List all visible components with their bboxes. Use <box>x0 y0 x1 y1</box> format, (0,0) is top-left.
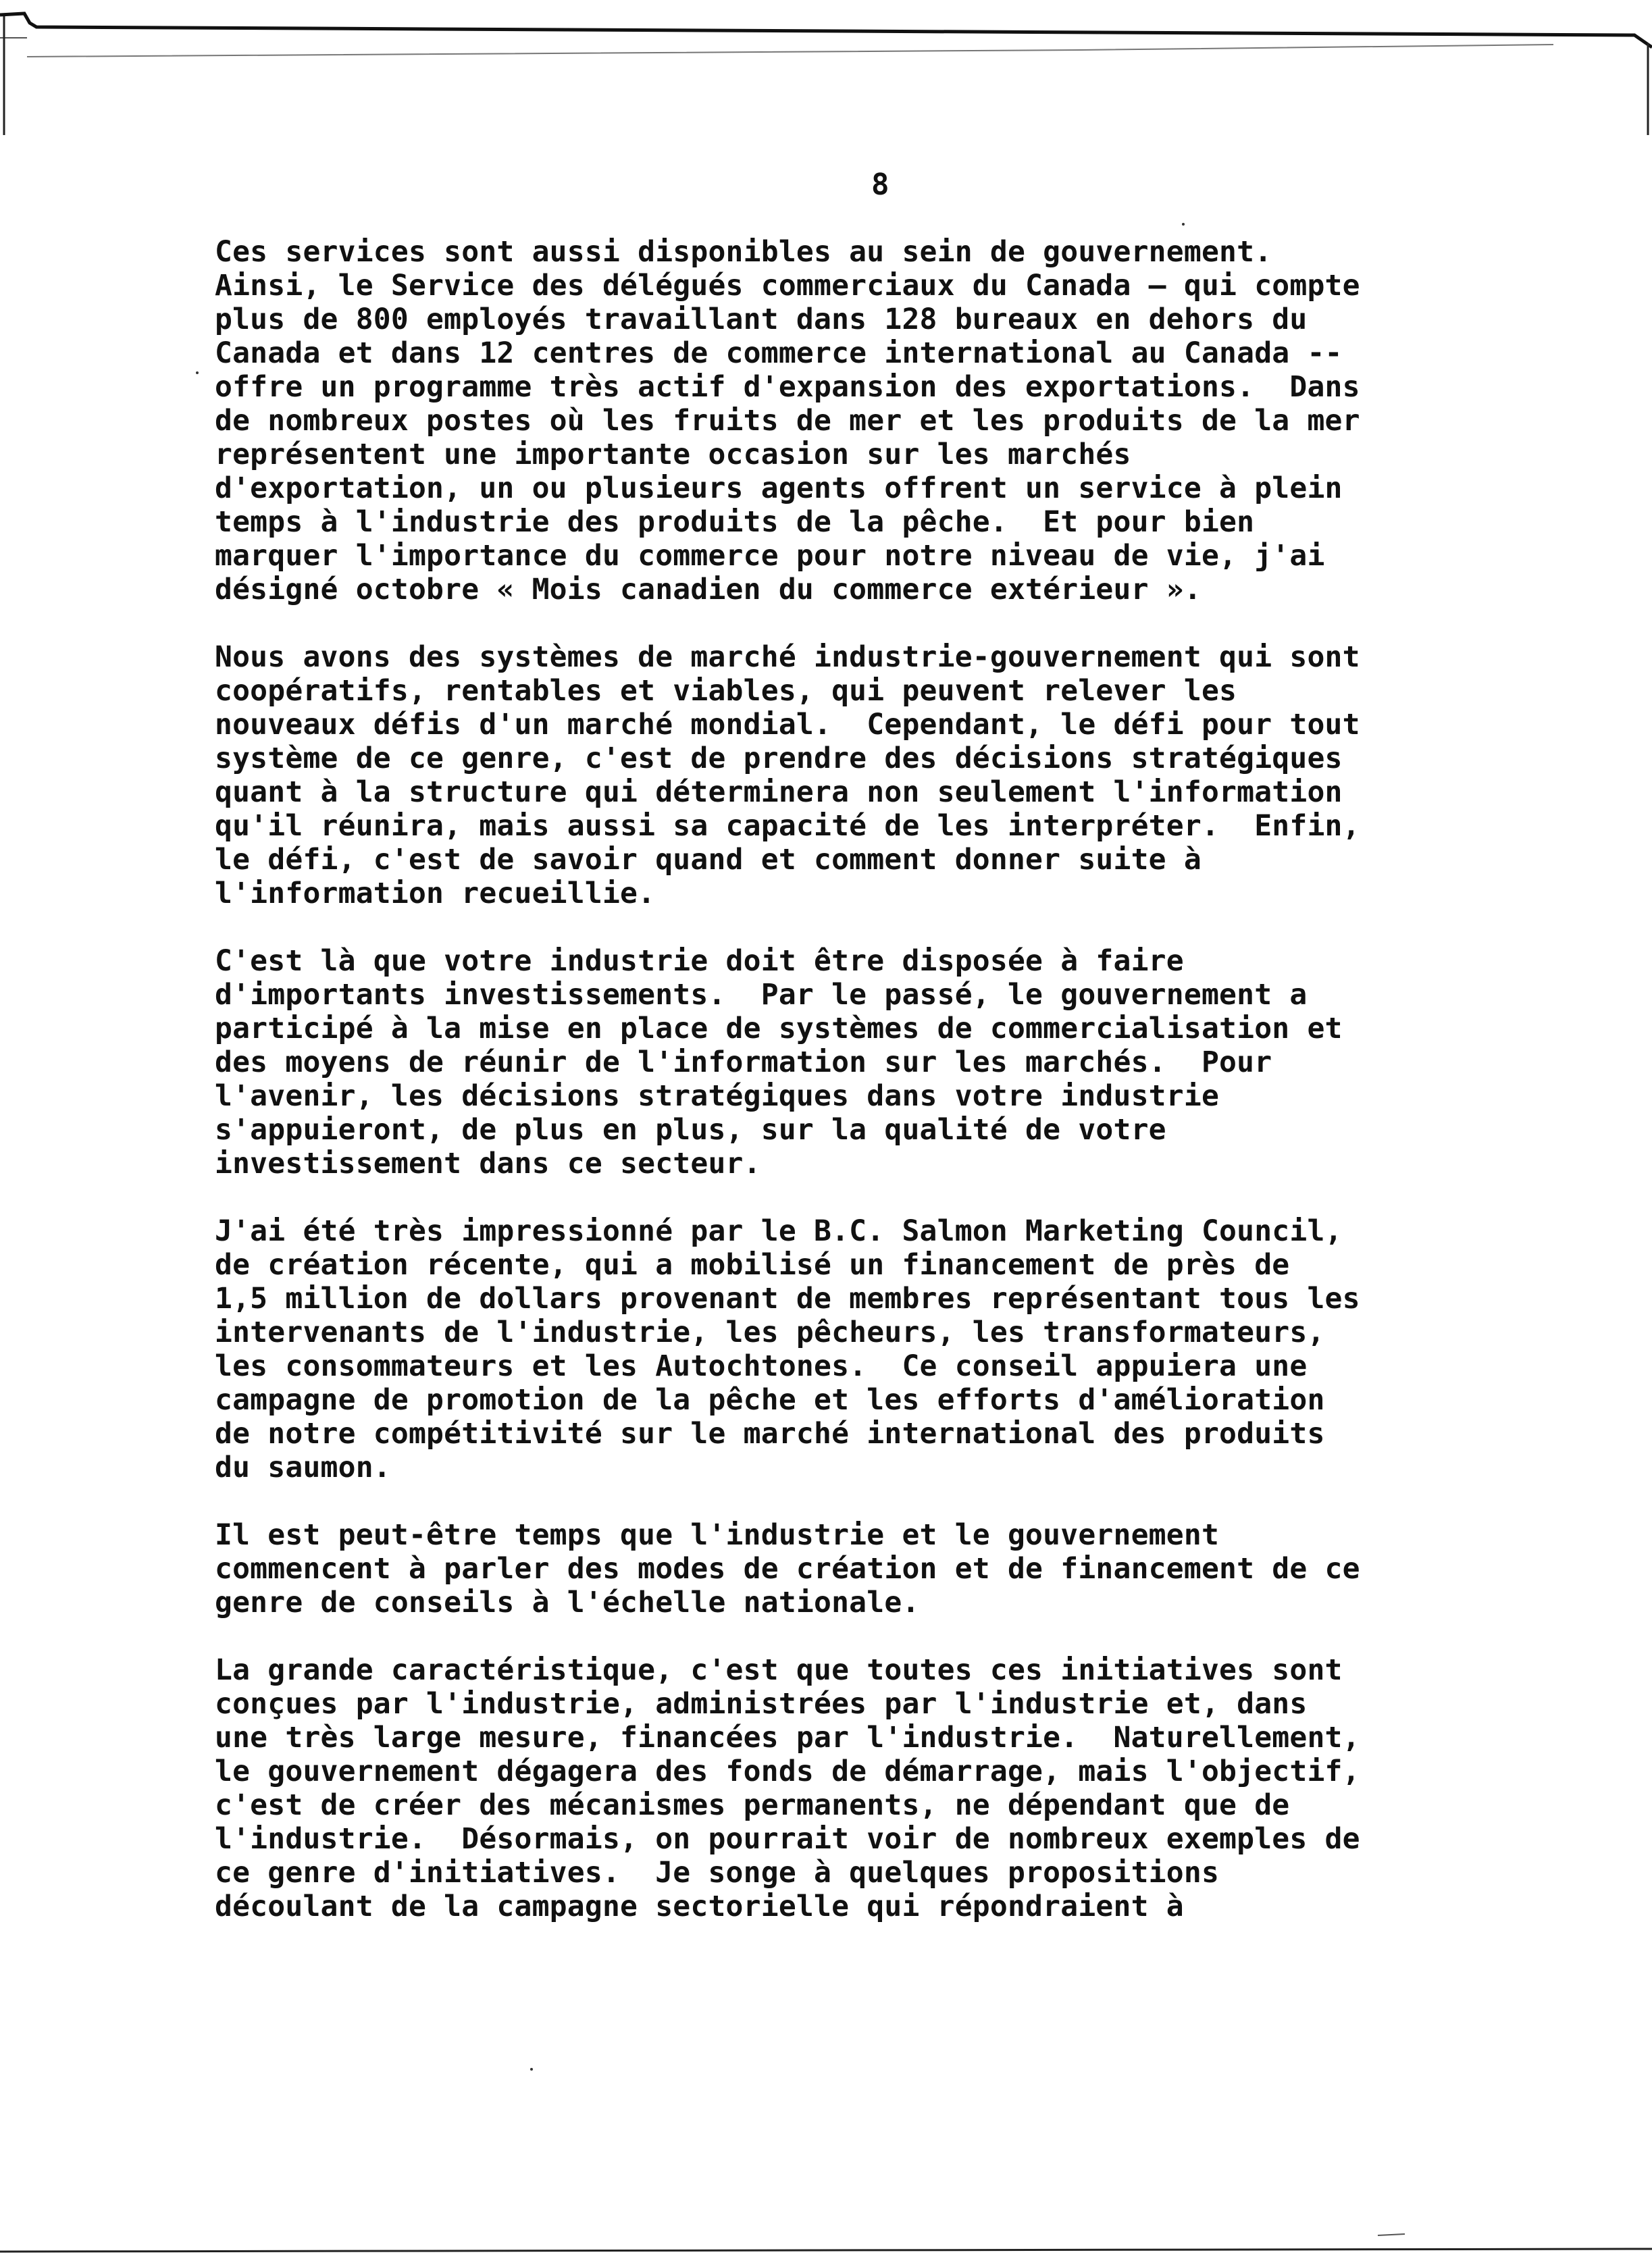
text-line: J'ai été très impressionné par le B.C. Salmon Marketing Council, <box>215 1214 1343 1248</box>
text-line: C'est là que votre industrie doit être disposée à faire <box>215 944 1184 978</box>
text-line: quant à la structure qui déterminera non seulement l'information <box>215 775 1343 809</box>
text-line: c'est de créer des mécanismes permanents, ne dépendant que de <box>215 1788 1290 1822</box>
text-line: genre de conseils à l'échelle nationale. <box>215 1586 920 1619</box>
text-line: temps à l'industrie des produits de la pêche. Et pour bien <box>215 505 1255 539</box>
text-line: Canada et dans 12 centres de commerce international au Canada -- <box>215 336 1343 370</box>
text-line: les consommateurs et les Autochtones. Ce conseil appuiera une <box>215 1349 1308 1383</box>
scan-speck <box>196 371 199 374</box>
text-line: intervenants de l'industrie, les pêcheurs, les transformateurs, <box>215 1316 1325 1349</box>
text-line: de nombreux postes où les fruits de mer et les produits de la mer <box>215 404 1360 438</box>
text-line: qu'il réunira, mais aussi sa capacité de les interpréter. Enfin, <box>215 809 1360 843</box>
text-line: Il est peut-être temps que l'industrie et le gouvernement <box>215 1518 1220 1552</box>
text-line: l'industrie. Désormais, on pourrait voir de nombreux exemples de <box>215 1822 1360 1856</box>
text-line: nouveaux défis d'un marché mondial. Cependant, le défi pour tout <box>215 708 1360 742</box>
text-line: participé à la mise en place de systèmes de commercialisation et <box>215 1012 1343 1045</box>
text-line: investissement dans ce secteur. <box>215 1147 761 1181</box>
text-line: du saumon. <box>215 1451 391 1484</box>
page-number: 8 <box>871 167 889 202</box>
text-line: découlant de la campagne sectorielle qui répondraient à <box>215 1890 1184 1923</box>
paragraph <box>215 640 1566 910</box>
text-line: coopératifs, rentables et viables, qui peuvent relever les <box>215 674 1237 708</box>
text-line: représentent une importante occasion sur les marchés <box>215 438 1131 471</box>
text-line: le défi, c'est de savoir quand et comment donner suite à <box>215 843 1202 877</box>
text-line: désigné octobre « Mois canadien du commerce extérieur ». <box>215 573 1202 606</box>
scan-speck <box>1182 223 1185 226</box>
text-line: des moyens de réunir de l'information sur les marchés. Pour <box>215 1045 1272 1079</box>
text-line: d'importants investissements. Par le passé, le gouvernement a <box>215 978 1308 1012</box>
paragraph <box>215 1653 1566 1923</box>
text-line: ce genre d'initiatives. Je songe à quelques propositions <box>215 1856 1220 1890</box>
text-line: Ainsi, le Service des délégués commerciaux du Canada – qui compte <box>215 269 1360 303</box>
text-line: 1,5 million de dollars provenant de membres représentant tous les <box>215 1282 1360 1316</box>
text-line: offre un programme très actif d'expansion des exportations. Dans <box>215 370 1360 404</box>
scan-border-bottom <box>0 2222 1652 2257</box>
text-line: l'avenir, les décisions stratégiques dans votre industrie <box>215 1079 1220 1113</box>
scan-speck <box>530 2068 533 2071</box>
paragraph <box>215 1214 1566 1484</box>
text-line: d'exportation, un ou plusieurs agents offrent un service à plein <box>215 471 1343 505</box>
text-line: Ces services sont aussi disponibles au sein de gouvernement. <box>215 235 1272 269</box>
text-line: plus de 800 employés travaillant dans 128 bureaux en dehors du <box>215 303 1308 336</box>
text-line: une très large mesure, financées par l'industrie. Naturellement, <box>215 1721 1360 1755</box>
paragraph <box>215 1518 1566 1619</box>
document-body <box>215 235 1566 1957</box>
text-line: commencent à parler des modes de création et de financement de ce <box>215 1552 1360 1586</box>
text-line: l'information recueillie. <box>215 877 656 910</box>
text-line: le gouvernement dégagera des fonds de démarrage, mais l'objectif, <box>215 1755 1360 1788</box>
text-line: de création récente, qui a mobilisé un financement de près de <box>215 1248 1290 1282</box>
paragraph <box>215 235 1566 606</box>
text-line: marquer l'importance du commerce pour notre niveau de vie, j'ai <box>215 539 1325 573</box>
text-line: conçues par l'industrie, administrées par l'industrie et, dans <box>215 1687 1308 1721</box>
text-line: de notre compétitivité sur le marché international des produits <box>215 1417 1325 1451</box>
paragraph <box>215 944 1566 1181</box>
scan-border-top <box>0 0 1652 135</box>
text-line: Nous avons des systèmes de marché industrie-gouvernement qui sont <box>215 640 1360 674</box>
text-line: campagne de promotion de la pêche et les efforts d'amélioration <box>215 1383 1325 1417</box>
text-line: s'appuieront, de plus en plus, sur la qualité de votre <box>215 1113 1166 1147</box>
text-line: La grande caractéristique, c'est que toutes ces initiatives sont <box>215 1653 1343 1687</box>
text-line: système de ce genre, c'est de prendre des décisions stratégiques <box>215 742 1343 775</box>
